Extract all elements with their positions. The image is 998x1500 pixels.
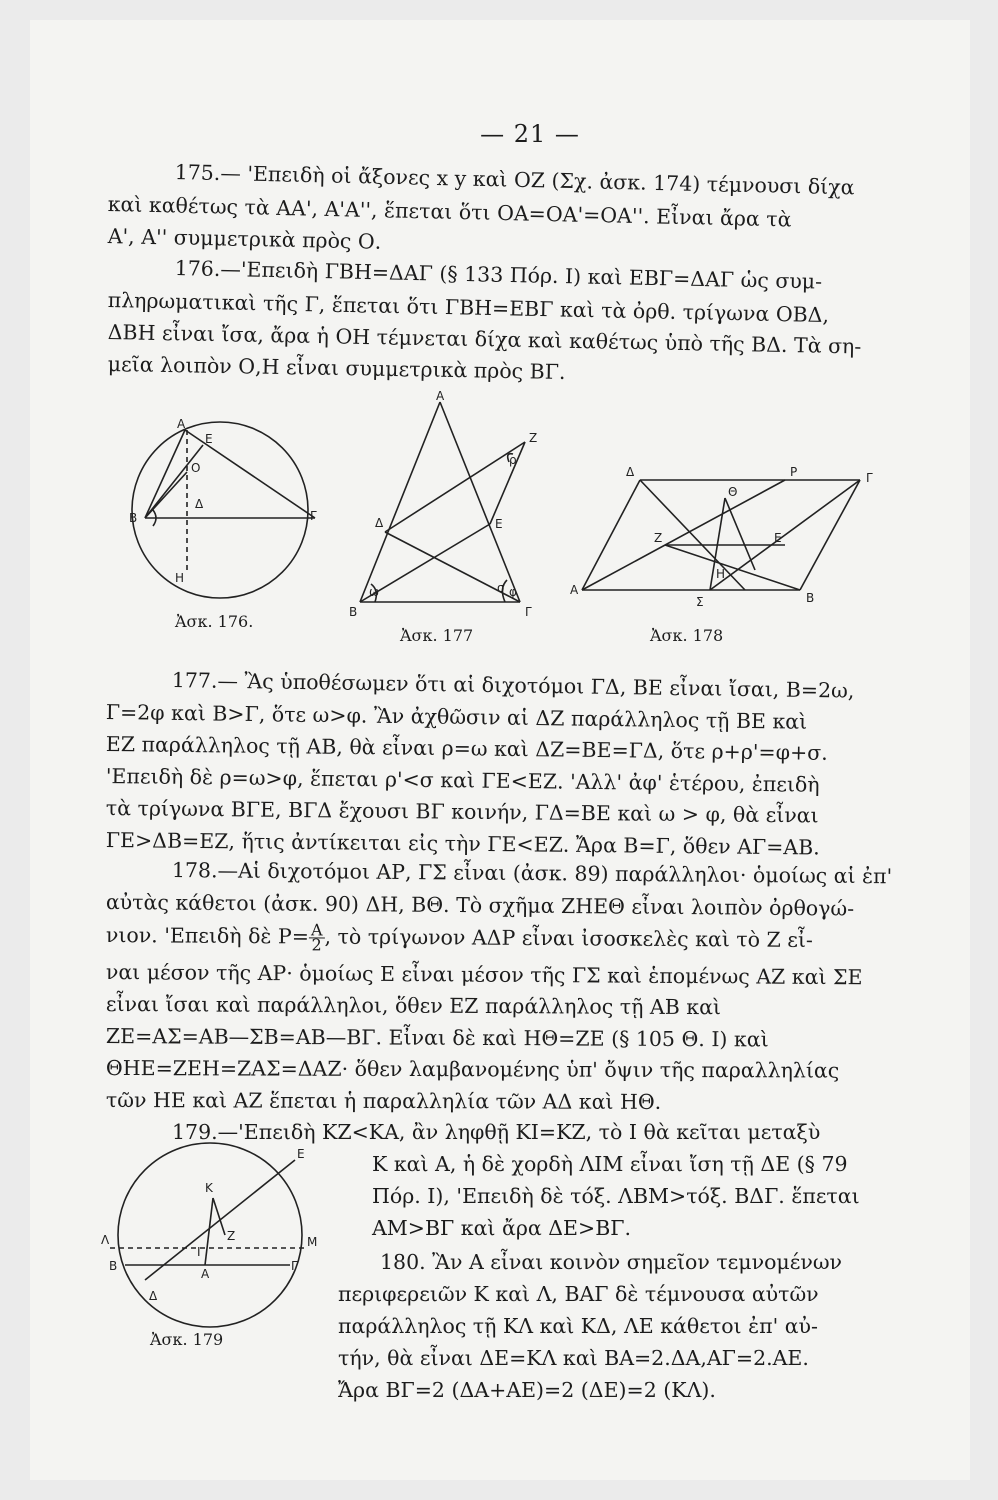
text-line: ΔΒΗ εἶναι ἴσα, ἄρα ἡ ΟΗ τέμνεται δίχα καὶ καθέτως ὑπὸ τῆς ΒΔ. Τὰ ση- xyxy=(107,320,862,359)
fig177-label: Γ xyxy=(525,605,532,619)
fig178-line xyxy=(800,480,860,590)
text-line: περιφερειῶν Κ καὶ Λ, ΒΑΓ δὲ τέμνουσα αὐτῶν xyxy=(338,1282,819,1306)
fig178-label: Δ xyxy=(626,465,635,479)
fig177-label: Α xyxy=(436,389,445,403)
caption-179: Ἀσκ. 179 xyxy=(150,1330,224,1349)
fraction xyxy=(309,920,325,955)
text-line: 177.— Ἂς ὑποθέσωμεν ὅτι αἱ διχοτόμοι ΓΔ, ΒΕ εἶναι ἴσαι, Β=2ω, xyxy=(171,668,855,703)
text-line: ΓΕ>ΔΒ=ΕΖ, ἥτις ἀντίκειται εἰς τὴν ΓΕ<ΕΖ. Ἄρα Β=Γ, ὅθεν ΑΓ=ΑΒ. xyxy=(105,828,820,860)
fig177-line xyxy=(360,402,440,602)
text-line: 178.—Αἱ διχοτόμοι ΑΡ, ΓΣ εἶναι (ἀσκ. 89) παράλληλοι· ὁμοίως αἱ ἐπ' xyxy=(171,858,893,889)
text-line: τῶν ΗΕ καὶ ΑΖ ἕπεται ἡ παραλληλία τῶν ΑΔ καὶ ΗΘ. xyxy=(105,1088,662,1114)
fig176-label: Γ xyxy=(310,509,317,523)
page-number: — 21 — xyxy=(480,120,580,148)
text-line: τὰ τρίγωνα ΒΓΕ, ΒΓΔ ἔχουσι ΒΓ κοινήν, ΓΔ=ΒΕ καὶ ω > φ, θὰ εἶναι xyxy=(105,796,819,828)
fig178-label: Ζ xyxy=(654,531,663,545)
figure-179 xyxy=(101,1140,320,1350)
text-fragment: νιον. 'Επειδὴ δὲ Ρ= xyxy=(105,923,310,949)
fig178-label: Η xyxy=(716,567,726,581)
text-line: Κ καὶ Α, ἡ δὲ χορδὴ ΛΙΜ εἶναι ἴση τῇ ΔΕ (§ 79 xyxy=(372,1152,848,1176)
fig178-label: Γ xyxy=(866,471,873,485)
fraction-numerator: Α xyxy=(310,920,323,940)
text-line: Α', Α'' συμμετρικὰ πρὸς Ο. xyxy=(107,224,382,254)
fig179-label: Ε xyxy=(297,1147,305,1161)
text-line: μεῖα λοιπὸν Ο,Η εἶναι συμμετρικὰ πρὸς ΒΓ. xyxy=(107,352,566,384)
text-line: ΘΗΕ=ΖΕΗ=ΖΑΣ=ΔΑΖ· ὅθεν λαμβανομένης ὑπ' ὄψιν τῆς παραλληλίας xyxy=(105,1056,840,1083)
caption-176: Ἀσκ. 176. xyxy=(175,612,254,631)
fig177-label: φ xyxy=(509,585,517,599)
text-line: ΑΜ>ΒΓ καὶ ἄρα ΔΕ>ΒΓ. xyxy=(372,1216,631,1240)
fig179-label: Λ xyxy=(101,1233,110,1247)
fig177-label: ω xyxy=(369,585,380,599)
fig179-label: Γ xyxy=(291,1259,298,1273)
text-line: 180. Ἂν Α εἶναι κοινὸν σημεῖον τεμνομένων xyxy=(380,1250,843,1274)
fig177-label: σ xyxy=(497,581,505,595)
fig179-label: Α xyxy=(201,1267,210,1281)
text-fragment: , τὸ τρίγωνον ΑΔΡ εἶναι ἰσοσκελὲς καὶ τὸ Ζ εἶ- xyxy=(324,924,813,952)
fig176-label: Η xyxy=(175,571,185,585)
fig179-circle xyxy=(118,1143,302,1327)
text-line: Ἄρα ΒΓ=2 (ΔΑ+ΑΕ)=2 (ΔΕ)=2 (ΚΛ). xyxy=(338,1378,716,1402)
fig179-label: Μ xyxy=(307,1235,318,1249)
text-line: 179.—'Επειδὴ ΚΖ<ΚΑ, ἂν ληφθῇ ΚΙ=ΚΖ, τὸ Ι θὰ κεῖται μεταξὺ xyxy=(172,1120,821,1144)
fig178-line xyxy=(725,498,755,570)
fig178-label: Θ xyxy=(728,485,738,499)
text-line: ΖΕ=ΑΣ=ΑΒ—ΣΒ=ΑΒ—ΒΓ. Εἶναι δὲ καὶ ΗΘ=ΖΕ (§ 105 Θ. Ι) καὶ xyxy=(105,1024,769,1052)
fig179-label: Β xyxy=(109,1259,118,1273)
fig178-label: Ρ xyxy=(790,465,798,479)
fig179-label: Ι xyxy=(197,1245,201,1259)
text-line: 'Επειδὴ δὲ ρ=ω>φ, ἕπεται ρ'<σ καὶ ΓΕ<ΕΖ. 'Αλλ' ἀφ' ἑτέρου, ἐπειδὴ xyxy=(105,764,820,797)
figure-177 xyxy=(345,389,545,632)
fig179-label: Κ xyxy=(205,1181,213,1195)
fig177-label: Β xyxy=(349,605,358,619)
text-line: ΕΖ παράλληλος τῇ ΑΒ, θὰ εἶναι ρ=ω καὶ ΔΖ=ΒΕ=ΓΔ, ὅτε ρ+ρ'=φ+σ. xyxy=(105,732,828,765)
fig176-label: Α xyxy=(177,417,186,431)
fig176-label: Β xyxy=(129,511,138,525)
text-line: 176.—'Επειδὴ ΓΒΗ=ΔΑΓ (§ 133 Πόρ. Ι) καὶ ΕΒΓ=ΔΑΓ ὡς συμ- xyxy=(174,256,823,294)
text-line: καὶ καθέτως τὰ ΑΑ', Α'Α'', ἕπεται ὅτι ΟΑ=ΟΑ'=ΟΑ''. Εἶναι ἄρα τὰ xyxy=(107,192,792,232)
fig178-label: Ε xyxy=(774,531,782,545)
text-line: ναι μέσον τῆς ΑΡ· ὁμοίως Ε εἶναι μέσον τῆς ΓΣ καὶ ἑπομένως ΑΖ καὶ ΣΕ xyxy=(105,960,863,990)
fig177-line xyxy=(440,402,520,602)
fig177-line xyxy=(360,524,490,602)
figure-178 xyxy=(560,460,880,610)
fig177-label: ρ xyxy=(509,453,517,467)
fig176-circle xyxy=(132,422,308,598)
fig178-label: Β xyxy=(806,591,815,605)
fig176-label: Δ xyxy=(195,497,204,511)
fig177-label: Ε xyxy=(495,517,503,531)
fig178-label: Σ xyxy=(696,595,704,609)
fig178-line xyxy=(582,480,785,590)
caption-178: Ἀσκ. 178 xyxy=(650,626,724,645)
text-line: εἶναι ἴσαι καὶ παράλληλοι, ὅθεν ΕΖ παράλληλος τῇ ΑΒ καὶ xyxy=(105,992,722,1020)
fig179-label: Δ xyxy=(149,1289,158,1303)
caption-177: Ἀσκ. 177 xyxy=(400,626,474,645)
text-line: αὐτὰς κάθετοι (ἀσκ. 90) ΔΗ, ΒΘ. Τὸ σχῆμα ΖΗΕΘ εἶναι λοιπὸν ὀρθογώ- xyxy=(105,890,855,921)
text-line: Γ=2φ καὶ Β>Γ, ὅτε ω>φ. Ἂν ἀχθῶσιν αἱ ΔΖ παράλληλος τῇ ΒΕ καὶ xyxy=(105,700,808,734)
fig179-label: Ζ xyxy=(227,1229,236,1243)
figure-176 xyxy=(115,410,315,640)
fig177-label: Δ xyxy=(375,516,384,530)
fig177-label: Ζ xyxy=(529,431,538,445)
text-line xyxy=(106,922,813,956)
fraction-denominator: 2 xyxy=(311,935,322,955)
fig178-line xyxy=(665,545,800,590)
fig176-label: Ο xyxy=(191,461,201,475)
text-line: Πόρ. Ι), 'Επειδὴ δὲ τόξ. ΛΒΜ>τόξ. ΒΔΓ. ἕπεται xyxy=(372,1184,860,1208)
text-line: παράλληλος τῇ ΚΛ καὶ ΚΔ, ΛΕ κάθετοι ἐπ' αὐ- xyxy=(338,1314,818,1338)
text-line: πληρωματικαὶ τῆς Γ, ἕπεται ὅτι ΓΒΗ=ΕΒΓ καὶ τὰ ὀρθ. τρίγωνα ΟΒΔ, xyxy=(107,288,830,328)
fig176-line xyxy=(145,472,187,518)
fig178-label: Α xyxy=(570,583,579,597)
text-line: 175.— 'Επειδὴ οἱ ἄξονες x y καὶ ΟΖ (Σχ. ἀσκ. 174) τέμνουσι δίχα xyxy=(174,160,855,200)
fig176-label: Ε xyxy=(205,432,213,446)
text-line: τήν, θὰ εἶναι ΔΕ=ΚΛ καὶ ΒΑ=2.ΔΑ,ΑΓ=2.ΑΕ. xyxy=(338,1346,809,1370)
